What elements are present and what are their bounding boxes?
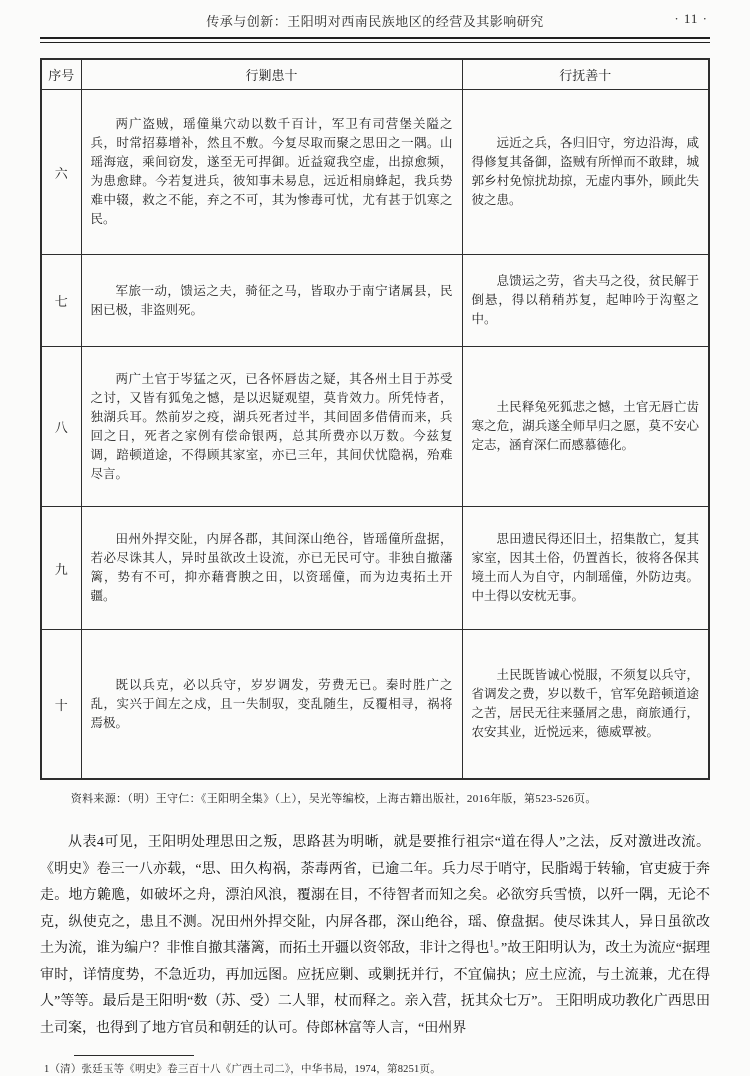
row-number: 七 <box>41 255 81 347</box>
table-row <box>41 507 709 630</box>
table-header-row <box>41 59 709 90</box>
body-paragraph <box>40 830 710 1042</box>
footnote-divider <box>74 1055 194 1056</box>
table-row <box>41 347 709 507</box>
table-source-note: 资料来源：（明）王守仁：《王阳明全集》（上），吴光等编校，上海古籍出版社，2016年版，第523-526页。 <box>70 793 597 805</box>
fu-text: 思田遗民得还旧土，招集散亡，复其家室，因其土俗，仍置酋长，彼将各保其境土而人为自守，内制瑶僮，外防边夷。中土得以安枕无事。 <box>471 532 699 603</box>
fu-cell <box>462 507 709 630</box>
column-header-fu: 行抚善十 <box>462 59 709 90</box>
row-number: 八 <box>41 347 81 507</box>
jiao-text: 两广盗贼，瑶僮巢穴动以数千百计，军卫有司营堡关隘之兵，时常招募增补，然且不敷。今复尽取而聚之思田之一隅。山瑶海寇，乘间窃发，遂至无可捍御。近益窥我空虚，出掠愈频，为患愈肆。今若复进兵，彼知事未易息，远近相扇蜂起，我兵势难中辍，救之不能，弃之不可，其为惨毒可忧，尤有甚于饥寒之民。 <box>90 117 453 226</box>
jiao-text: 田州外捍交阯，内屏各郡，其间深山绝谷，皆瑶僮所盘据，若必尽诛其人，异时虽欲改土设流，亦已无民可守。非独自撤藩篱，势有不可，抑亦藉膏腴之田，以资瑶僮，而为边夷拓土开疆。 <box>90 532 453 603</box>
page-number: · 11 · <box>674 11 708 26</box>
fu-cell <box>462 347 709 507</box>
jiao-text: 军旅一动，馈运之夫，骑征之马，皆取办于南宁诸属县，民困已极，非盗则死。 <box>90 283 453 317</box>
row-number: 六 <box>41 90 81 255</box>
jiao-text: 既以兵克，必以兵守，岁岁调发，劳费无已。秦时胜广之乱，实兴于闾左之戍，且一失制驭，变乱随生，反覆相寻，祸将焉极。 <box>90 677 453 730</box>
jiao-cell <box>81 90 462 255</box>
running-head <box>40 8 710 32</box>
fu-cell <box>462 90 709 255</box>
row-number: 十 <box>41 630 81 780</box>
fu-cell <box>462 630 709 780</box>
table-row <box>41 90 709 255</box>
jiao-text: 两广土官于岑猛之灭，已各怀唇齿之疑，其各州土目于苏受之讨，又皆有狐兔之憾，是以迟疑观望，莫肯效力。所凭恃者，独湖兵耳。然前岁之疫，湖兵死者过半，其间固多借倩而来，兵回之日，死者之家例有偿命银两，总其所费亦以万数。今兹复调，踣顿道途，不得顾其家室，亦已三年，其间伏忧隐祸，殆难尽言。 <box>90 371 453 481</box>
fu-cell <box>462 255 709 347</box>
table-row <box>41 630 709 780</box>
fu-text: 远近之兵，各归旧守，穷边沿海，咸得修复其备御，盗贼有所惮而不敢肆，城郭乡村免惊扰劫掠，无虚内事外，顾此失彼之患。 <box>471 136 699 207</box>
table-row <box>41 255 709 347</box>
jiao-cell <box>81 255 462 347</box>
column-header-number: 序号 <box>41 59 81 90</box>
fu-text: 土民既皆诚心悦服，不须复以兵守，省调发之费，岁以数千，官军免踣顿道途之苦，居民无往来骚屑之患，商旅通行，农安其业，近悦远来，德威覃被。 <box>471 668 699 739</box>
body-text-after-ref: 。”故王阳明认为，改土为流应“据理审时，详情度势，不急近功，再加远图。应抚应剿、或剿抚并行，不宜偏执；应土应流，与土流兼，尤在得人”等等。最后是王阳明“数（苏、受）二人罪，杖而释之。亲入营，抚其众七万”。 王阳明成功教化广西思田土司案，也得到了地方官员和朝廷的认可。侍郎林富等人言，“田州界 <box>40 941 711 1036</box>
row-number: 九 <box>41 507 81 630</box>
jiao-cell <box>81 507 462 630</box>
fu-text: 土民释兔死狐悲之憾，土官无唇亡齿寒之危，湖兵遂全师早归之愿，莫不安心定志，涵育深仁而感慕德化。 <box>471 400 699 452</box>
fu-text: 息馈运之劳，省夫马之役，贫民解于倒悬，得以稍稍苏复，起呻吟于沟壑之中。 <box>471 274 699 326</box>
column-header-jiao: 行剿患十 <box>81 59 462 90</box>
jiao-cell <box>81 630 462 780</box>
comparison-table <box>40 58 710 780</box>
footnote-text: 1（清）张廷玉等《明史》卷三百十八《广西土司二》，中华书局，1974，第8251页。 <box>44 1064 441 1075</box>
body-text-before-ref: 从表4可见，王阳明处理思田之叛，思路甚为明晰，就是要推行祖宗“道在得人”之法，反对激进改流。《明史》卷三一八亦载，“思、田久构祸，荼毒两省，已逾二年。兵力尽于哨守，民脂竭于转输，官吏疲于奔走。地方臲卼，如破坏之舟，漂泊风浪，覆溺在目，不待智者而知之矣。必欲穷兵雪愤，以歼一隅，无论不克，纵使克之，患且不测。况田州外捍交阯，内屏各郡，深山绝谷，瑶、僚盘据。使尽诛其人，异日虽欲改土为流，谁为编户？非惟自撤其藩篱，而拓土开疆以资邻敌，非计之得也 <box>40 835 710 956</box>
header-double-rule <box>40 37 710 43</box>
footnote-reference: 1 <box>489 938 494 949</box>
jiao-cell <box>81 347 462 507</box>
page-title: 传承与创新：王阳明对西南民族地区的经营及其影响研究 <box>206 13 544 29</box>
